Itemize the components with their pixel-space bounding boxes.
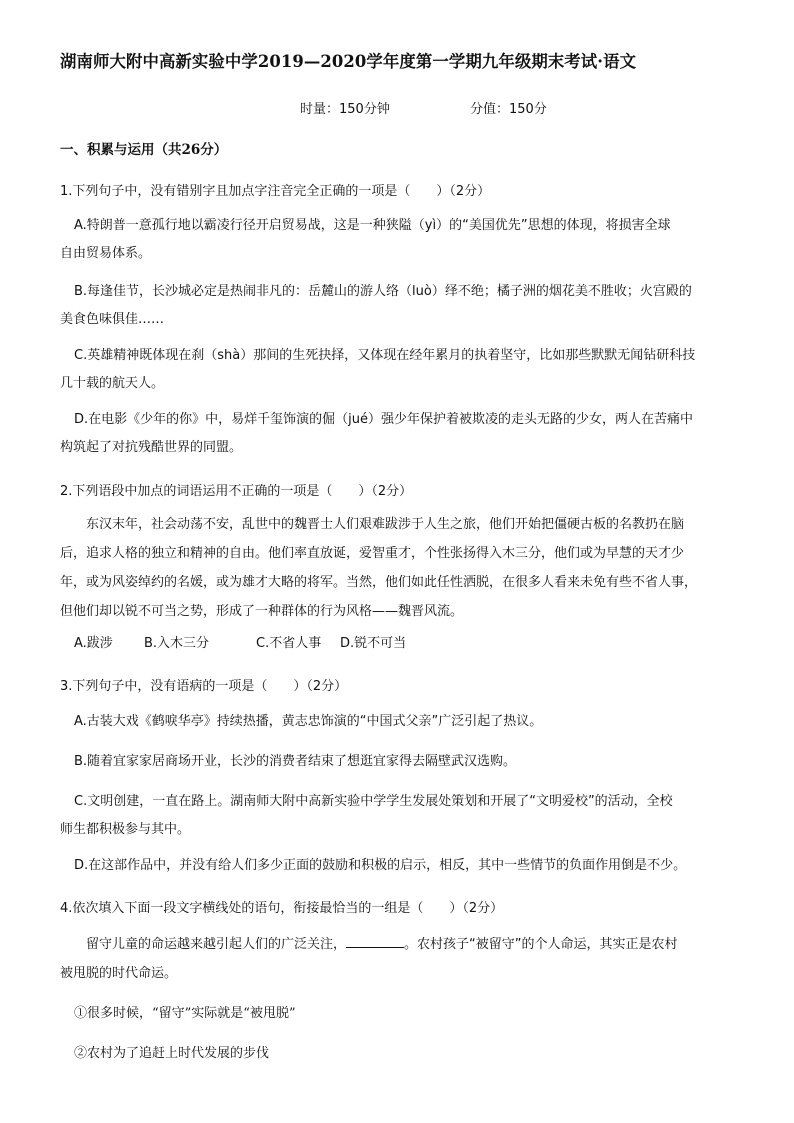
question-3-option-d (60, 852, 740, 880)
question-2-options (74, 632, 406, 651)
question-2-option-d: D.锐不可当 (340, 636, 407, 651)
question-3-option-b (60, 748, 740, 776)
option-line: A.特朗普一意孤行地以霸凌行径开启贸易战，这是一种狭隘（yì）的“美国优先”思想的体现，将损害全球 (74, 218, 671, 233)
question-2-stem: 2.下列语段中加点的词语运用不正确的一项是（ ）（2分） (60, 484, 413, 499)
question-4-item-2: ②农村为了追赶上时代发展的步伐 (74, 1046, 270, 1061)
passage-line: 但他们却以锐不可当之势，形成了一种群体的行为风格——魏晋风流。 (60, 604, 464, 619)
question-1-option-c (60, 342, 740, 398)
question-4-stem: 4.依次填入下面一段文字横线处的语句，衔接最恰当的一组是（ ）（2分） (60, 901, 504, 916)
option-line: 几十载的航天人。 (60, 376, 165, 391)
question-4-item-1: ①很多时候，“留守”实际就是“被甩脱” (74, 1006, 296, 1021)
passage-line: 东汉末年，社会动荡不安，乱世中的魏晋士人们艰难跋涉于人生之旅，他们开始把僵硬古板的名教扔在脑 (86, 517, 685, 532)
exam-score: 分值：150分 (470, 102, 547, 117)
passage-line (60, 930, 740, 959)
question-4-passage (60, 930, 740, 988)
option-line: 构筑起了对抗残酷世界的同盟。 (60, 440, 243, 455)
option-line: D.在这部作品中，并没有给人们多少正面的鼓励和积极的启示，相反，其中一些情节的负面作用倒是不少。 (74, 858, 687, 873)
option-line: C.文明创建，一直在路上。湖南师大附中高新实验中学学生发展处策划和开展了“文明爱校”的活动，全校 (74, 794, 673, 809)
option-line: 美食色味俱佳…… (60, 312, 165, 327)
option-line: 自由贸易体系。 (60, 246, 152, 261)
question-2-option-c: C.不省人事 (256, 636, 322, 651)
question-2-passage (60, 510, 740, 626)
passage-text: 留守儿童的命运越来越引起人们的广泛关注， (86, 937, 347, 952)
option-line: D.在电影《少年的你》中，易烊千玺饰演的倔（jué）强少年保护着被欺凌的走头无路的少女，两人在苦痛中 (74, 412, 693, 427)
question-2-option-b: B.入木三分 (144, 636, 210, 651)
option-line: B.随着宜家家居商场开业，长沙的消费者结束了想逛宜家得去隔壁武汉选购。 (74, 754, 517, 769)
exam-title: 湖南师大附中高新实验中学2019—2020学年度第一学期九年级期末考试·语文 (60, 52, 637, 71)
passage-text: 。农村孩子“被留守”的个人命运，其实正是农村 (404, 937, 678, 952)
section-heading: 一、积累与运用（共26分） (60, 142, 228, 158)
question-1-option-d (60, 406, 740, 462)
option-line: C.英雄精神既体现在刹（shà）那间的生死抉择，又体现在经年累月的执着坚守，比如那些默默无闻钻研科技 (74, 348, 696, 363)
question-2-option-a: A.跋涉 (74, 636, 113, 651)
passage-line: 后，追求人格的独立和精神的自由。他们率直放诞，爱智重才，个性张扬得入木三分，他们或为早慧的天才少 (60, 546, 685, 561)
question-3-stem: 3.下列句子中，没有语病的一项是（ ）（2分） (60, 679, 348, 694)
option-line: A.古装大戏《鹤唳华亭》持续热播，黄志忠饰演的“中国式父亲”广泛引起了热议。 (74, 714, 543, 729)
question-3-option-a (60, 708, 740, 736)
option-line: 师生都积极参与其中。 (60, 822, 191, 837)
question-1-option-a (60, 212, 740, 268)
question-3-option-c (60, 788, 740, 844)
passage-line: 被甩脱的时代命运。 (60, 966, 178, 981)
question-1-option-b (60, 278, 740, 334)
exam-time: 时量：150分钟 (300, 102, 390, 117)
option-line: B.每逢佳节，长沙城必定是热闹非凡的：岳麓山的游人络（luò）绎不绝；橘子洲的烟花美不胜收；火宫殿的 (74, 284, 692, 299)
passage-line: 年，或为风姿绰约的名媛，或为雄才大略的将军。当然，他们如此任性洒脱，在很多人看来未免有些不省人事， (60, 575, 698, 590)
fill-blank (346, 935, 404, 948)
question-1-stem: 1.下列句子中，没有错别字且加点字注音完全正确的一项是（ ）（2分） (60, 184, 491, 199)
